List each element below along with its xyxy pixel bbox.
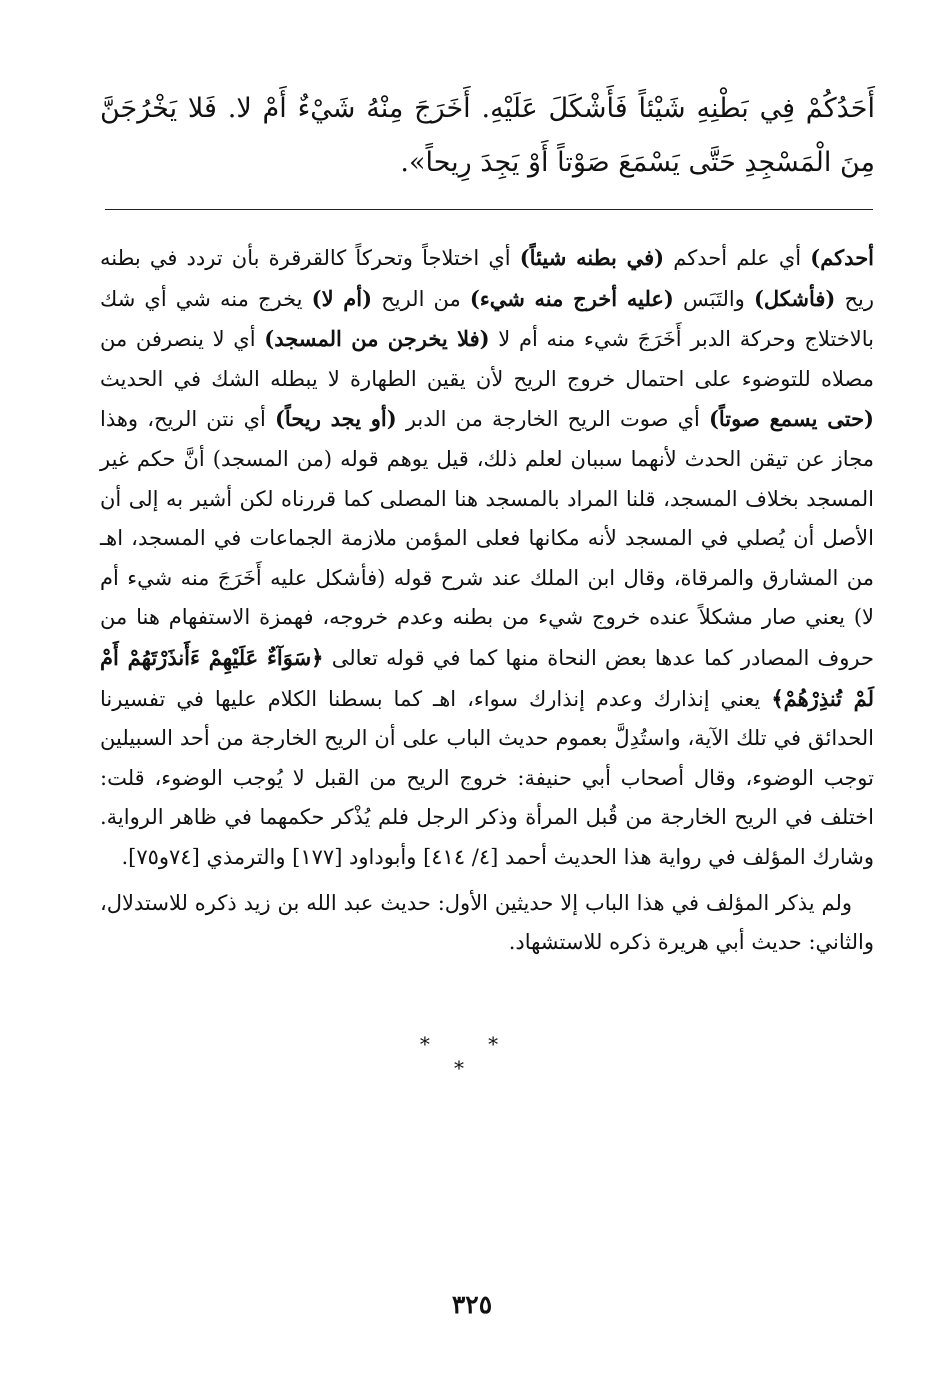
commentary-text: أي علم أحدكم: [664, 246, 811, 270]
commentary-text: أي نتن الريح، وهذا مجاز عن تيقن الحدث لأنهما سببان لعلم ذلك، قيل يوهم قوله (من المسجد) أنَّ حكم غير المسجد بخلاف المسجد، قلنا المراد بالمسجد هنا المصلى كما قررناه لكن أشير به إلى أن الأصل أن يُصلي في المسجد لأنه مكانها فعلى المؤمن ملازمة الجماعات في المسجد، اهـ من المشارق والمرقاة، وقال ابن الملك عند شرح قوله (فأشكل عليه أَخَرَجَ منه شيء أم لا) يعني صار مشكلاً عنده خروج شيء من بطنه وعدم خروجه، فهمزة الاستفهام هنا من حروف المصادر كما عدها بعض النحاة منها كما في قوله تعالى: [100, 407, 874, 670]
commentary-term: (أم لا): [311, 285, 373, 311]
commentary-term: (أو يجد ريحاً): [274, 406, 397, 432]
quran-verse: ﴿سَوَآءٌ عَلَيْهِمْ ءَأَنذَرْتَهُمْ أَمْ لَمْ تُنذِرْهُمْ﴾: [100, 644, 875, 711]
footnote-divider: [105, 209, 873, 210]
commentary-term: (حتى يسمع صوتاً): [708, 406, 874, 432]
commentary-term: أحدكم): [810, 245, 875, 270]
section-separator-stars: * * *: [419, 1032, 525, 1080]
commentary-text: والتَبَس: [673, 286, 754, 311]
commentary-text: يخرج منه شي أي شك بالاختلاج وحركة الدبر أَخَرَجَ شيء منه أم لا: [100, 286, 874, 352]
commentary-text: من الريح: [372, 286, 470, 311]
commentary-term: (فأشكل): [753, 285, 836, 311]
commentary-term: (فلا يخرجن من المسجد): [264, 326, 490, 352]
commentary-text: أي صوت الريح الخارجة من الدبر: [396, 407, 709, 432]
commentary-text: أي لا ينصرفن من مصلاه للتوضوء على احتمال خروج الريح لأن يقين الطهارة لا يبطله الشك في الحديث: [100, 327, 874, 391]
commentary-paragraph-1: [100, 238, 874, 878]
commentary-term: (في بطنه شيئاً): [519, 245, 665, 270]
commentary-text: يعني إنذارك وعدم إنذارك سواء، اهـ كما بسطنا الكلام عليها في تفسيرنا الحدائق في تلك الآية، واستُدِلَّ بعموم حديث الباب على أن الريح الخارجة من أحد السبيلين توجب الوضوء، وقال أصحاب أبي حنيفة: خروج الريح من القبل لا يُوجب الوضوء، قلت: اختلف في الريح الخارجة من قُبل المرأة وذكر الرجل فلم يُذْكر حكمهما في ظاهر الرواية. وشارك المؤلف في رواية هذا الحديث أحمد [٤/ ٤١٤] وأبوداود [١٧٧] والترمذي [٧٤و٧٥].: [100, 686, 874, 869]
commentary-text: أي اختلاجاً وتحركاً كالقرقرة بأن تردد في بطنه ريح: [100, 246, 875, 311]
commentary-section: [100, 238, 874, 963]
commentary-term: (عليه أخرج منه شيء): [469, 285, 674, 311]
hadith-text: أَحَدُكُمْ فِي بَطْنِهِ شَيْئاً فَأَشْكَلَ عَلَيْهِ. أَخَرَجَ مِنْهُ شَيْءٌ أَمْ لا. فَلا يَخْرُجَنَّ مِنَ الْمَسْجِدِ حَتَّى يَسْمَعَ صَوْتاً أَوْ يَجِدَ رِيحاً».: [100, 93, 875, 178]
commentary-paragraph-2: ولم يذكر المؤلف في هذا الباب إلا حديثين الأول: حديث عبد الله بن زيد ذكره للاستدلال، والثاني: حديث أبي هريرة ذكره للاستشهاد.: [100, 890, 874, 955]
page-number: ٣٢٥: [451, 1290, 493, 1319]
